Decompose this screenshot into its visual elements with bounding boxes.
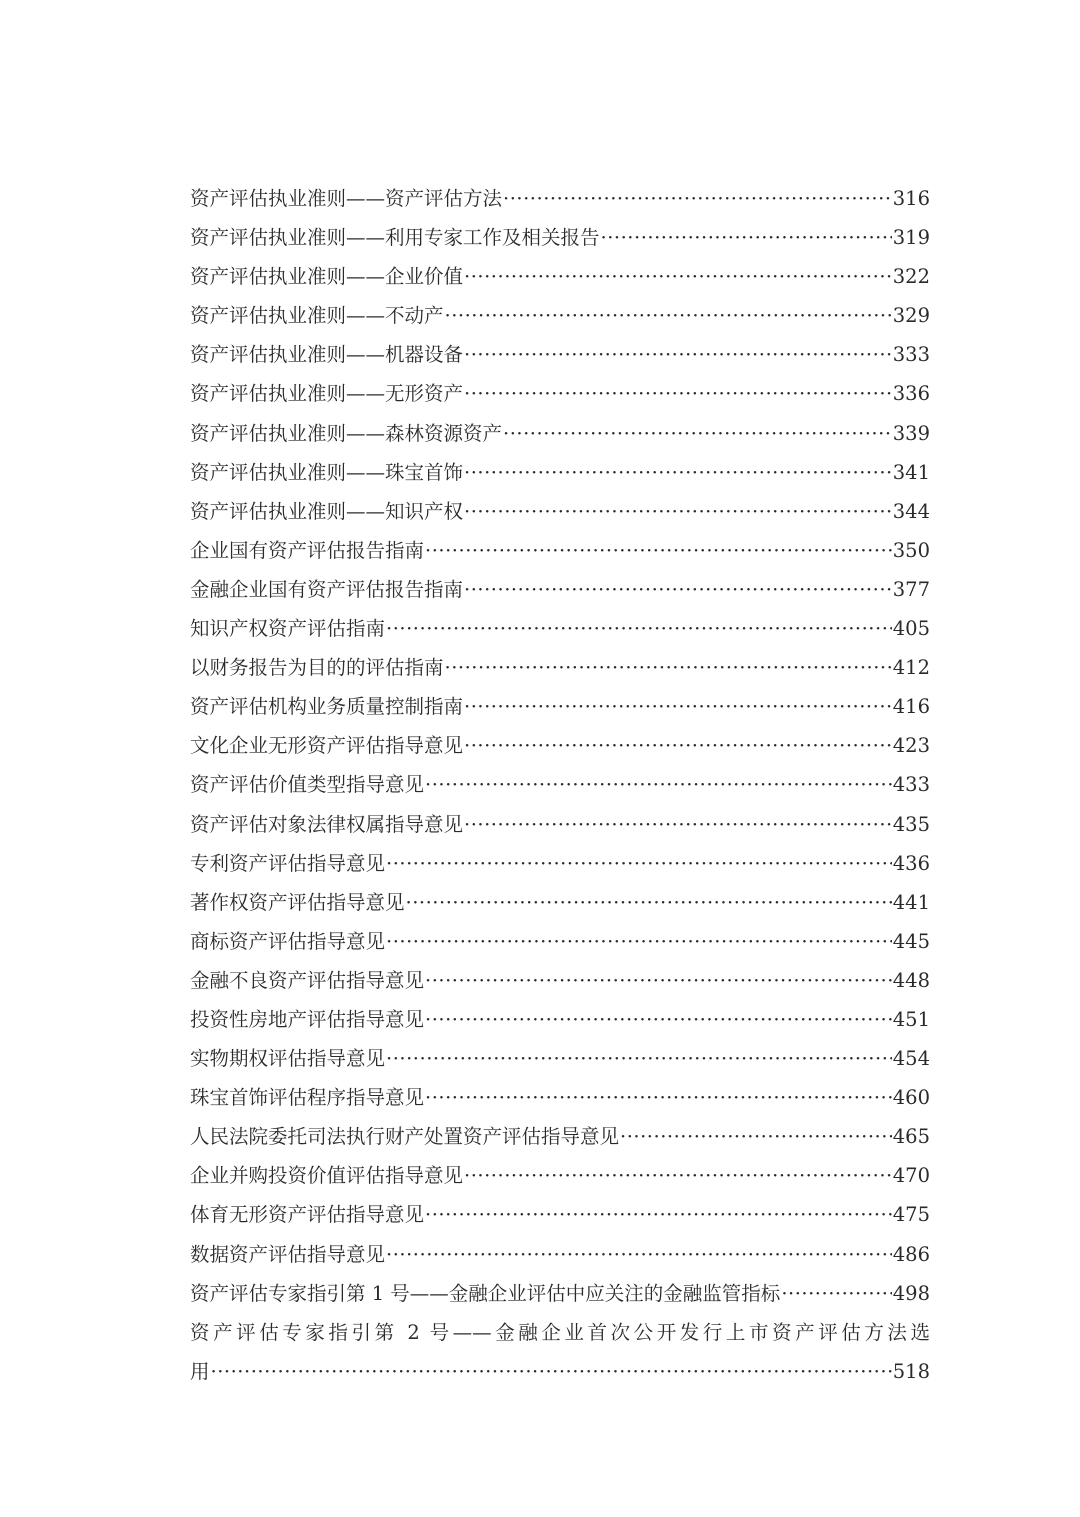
toc-entry-title: 资产评估执业准则——企业价值 [190,265,464,289]
toc-entry[interactable] [190,726,930,765]
toc-entry[interactable] [190,961,930,1000]
dot-leader [464,335,892,374]
toc-entry[interactable] [190,648,930,687]
toc-entry-title: 资产评估机构业务质量控制指南 [190,695,464,719]
toc-entry-page-number: 336 [892,382,930,406]
dot-leader [386,844,892,883]
toc-entry-page-number: 451 [892,1007,930,1031]
toc-entry-page-number: 486 [892,1242,930,1266]
toc-entry-title: 资产评估执业准则——珠宝首饰 [190,460,464,484]
toc-entry-page-number: 518 [892,1359,930,1383]
toc-entry[interactable] [190,296,930,335]
toc-entry[interactable] [190,179,930,218]
toc-entry[interactable] [190,687,930,726]
toc-entry-title: 资产评估执业准则——利用专家工作及相关报告 [190,226,600,250]
dot-leader [464,687,892,726]
dot-leader [464,726,892,765]
dot-leader [445,648,892,687]
toc-entry-page-number: 454 [892,1047,930,1071]
toc-entry-title: 珠宝首饰评估程序指导意见 [190,1086,425,1110]
dot-leader [425,961,892,1000]
toc-entry-title: 知识产权资产评估指南 [190,617,386,641]
dot-leader [386,1235,892,1274]
dot-leader [464,374,892,413]
toc-entry-page-number: 319 [892,226,930,250]
toc-entry-title: 金融不良资产评估指导意见 [190,968,425,992]
toc-entry-title: 人民法院委托司法执行财产处置资产评估指导意见 [190,1125,620,1149]
toc-entry[interactable] [190,453,930,492]
toc-entry-page-number: 423 [892,734,930,758]
toc-entry-title: 商标资产评估指导意见 [190,929,386,953]
table-of-contents [190,179,930,1391]
toc-entry-title: 实物期权评估指导意见 [190,1047,386,1071]
toc-entry-page-number: 460 [892,1086,930,1110]
toc-entry-page-number: 350 [892,538,930,562]
dot-leader [503,414,892,453]
dot-leader [464,805,892,844]
toc-entry[interactable] [190,1000,930,1039]
dot-leader [386,922,892,961]
toc-entry-title: 投资性房地产评估指导意见 [190,1007,425,1031]
dot-leader [464,570,892,609]
toc-entry-title: 专利资产评估指导意见 [190,851,386,875]
dot-leader [781,1274,891,1313]
dot-leader [386,609,892,648]
dot-leader [464,453,892,492]
toc-entry-page-number: 333 [892,343,930,367]
dot-leader [601,218,892,257]
toc-entry-page-number: 329 [892,304,930,328]
toc-entry[interactable] [190,765,930,804]
toc-entry-title: 企业国有资产评估报告指南 [190,538,425,562]
dot-leader [211,1352,892,1391]
toc-entry-title: 资产评估专家指引第 1 号——金融企业评估中应关注的金融监管指标 [190,1281,781,1305]
toc-entry-page-number: 475 [892,1203,930,1227]
toc-entry-title: 著作权资产评估指导意见 [190,890,405,914]
toc-entry[interactable] [190,1195,930,1234]
dot-leader [464,257,892,296]
toc-entry[interactable] [190,218,930,257]
toc-entry[interactable] [190,1235,930,1274]
toc-entry[interactable] [190,374,930,413]
toc-entry[interactable] [190,1078,930,1117]
toc-entry-page-number: 316 [892,187,930,210]
dot-leader [406,883,892,922]
toc-entry-title: 资产评估执业准则——机器设备 [190,343,464,367]
dot-leader [445,296,892,335]
toc-entry-page-number: 470 [892,1164,930,1188]
toc-entry-page-number: 405 [892,617,930,641]
toc-entry-title: 资产评估执业准则——资产评估方法 [190,187,503,210]
dot-leader [620,1117,892,1156]
toc-entry-title: 资产评估执业准则——不动产 [190,304,444,328]
toc-entry-title: 资产评估执业准则——森林资源资产 [190,421,503,445]
toc-entry-title: 资产评估执业准则——知识产权 [190,499,464,523]
toc-entry[interactable] [190,492,930,531]
toc-entry-title: 以财务报告为目的的评估指南 [190,656,444,680]
toc-entry[interactable] [190,1039,930,1078]
toc-entry-page-number: 341 [892,460,930,484]
toc-entry[interactable] [190,1352,930,1391]
toc-entry[interactable] [190,414,930,453]
toc-entry[interactable] [190,335,930,374]
toc-entry-title: 体育无形资产评估指导意见 [190,1203,425,1227]
toc-entry[interactable] [190,1156,930,1195]
toc-entry[interactable] [190,570,930,609]
toc-entry[interactable] [190,257,930,296]
toc-entry-page-number: 433 [892,773,930,797]
dot-leader [425,531,892,570]
toc-entry-title: 资产评估执业准则——无形资产 [190,382,464,406]
toc-entry-title: 资产评估价值类型指导意见 [190,773,425,797]
toc-entry[interactable] [190,805,930,844]
toc-entry-title: 数据资产评估指导意见 [190,1242,386,1266]
toc-entry-page-number: 412 [892,656,930,680]
toc-entry[interactable] [190,883,930,922]
toc-entry-page-number: 377 [892,577,930,601]
dot-leader [425,1000,892,1039]
toc-entry-page-number: 416 [892,695,930,719]
toc-entry[interactable] [190,531,930,570]
toc-entry[interactable] [190,844,930,883]
toc-entry-page-number: 448 [892,968,930,992]
dot-leader [425,1078,892,1117]
toc-entry-page-number: 436 [892,851,930,875]
toc-entry-page-number: 498 [892,1281,930,1305]
toc-entry[interactable] [190,922,930,961]
toc-entry-title: 用 [190,1359,210,1383]
toc-entry-page-number: 441 [892,890,930,914]
toc-entry-title: 企业并购投资价值评估指导意见 [190,1164,464,1188]
dot-leader [425,765,892,804]
toc-entry-wrapped-line[interactable]: 资产评估专家指引第 2 号——金融企业首次公开发行上市资产评估方法选 [190,1320,930,1344]
toc-entry-page-number: 344 [892,499,930,523]
dot-leader [386,1039,892,1078]
toc-entry-page-number: 322 [892,265,930,289]
toc-entry-page-number: 465 [892,1125,930,1149]
dot-leader [425,1195,892,1234]
dot-leader [464,492,892,531]
toc-entry-page-number: 339 [892,421,930,445]
toc-entry-page-number: 445 [892,929,930,953]
toc-entry-title: 金融企业国有资产评估报告指南 [190,577,464,601]
toc-entry-page-number: 435 [892,812,930,836]
toc-entry-title: 资产评估对象法律权属指导意见 [190,812,464,836]
toc-entry[interactable] [190,1274,930,1313]
toc-entry[interactable] [190,609,930,648]
dot-leader [464,1156,892,1195]
toc-entry-title: 文化企业无形资产评估指导意见 [190,734,464,758]
dot-leader [503,179,892,218]
toc-entry[interactable] [190,1117,930,1156]
